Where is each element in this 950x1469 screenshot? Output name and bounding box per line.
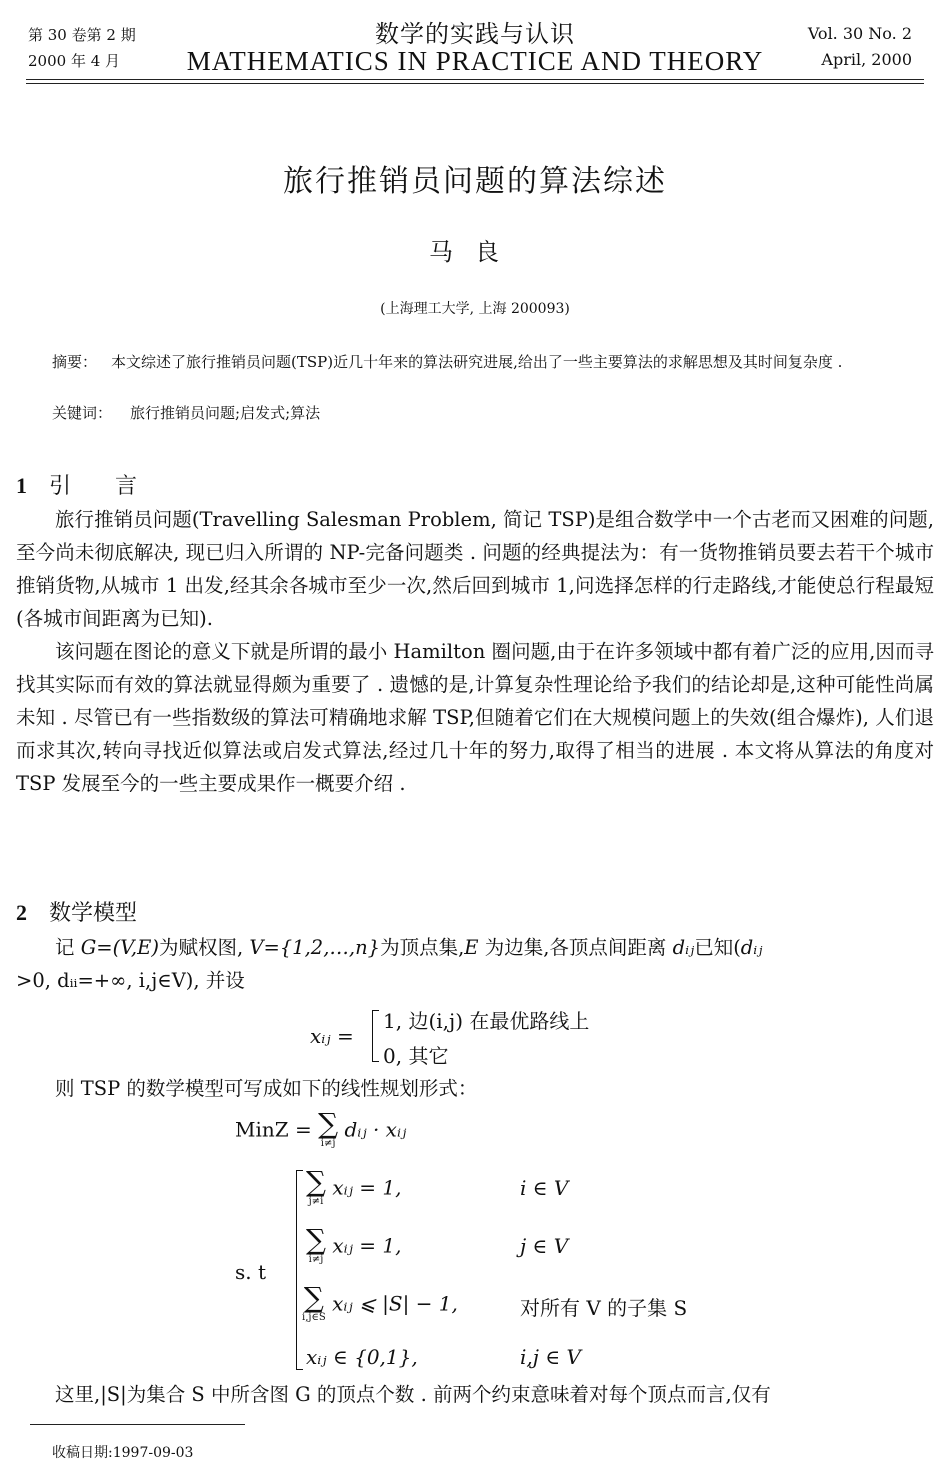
lp-intro: 则 TSP 的数学模型可写成如下的线性规划形式： [55, 1077, 478, 1100]
graph-def: G=(V,E) [80, 936, 159, 959]
section-2-number: 2 [16, 900, 27, 925]
article-title: 旅行推销员问题的算法综述 [283, 164, 667, 199]
header-rule-top [26, 79, 924, 80]
intro-text-f: 已知( [694, 936, 741, 959]
constraint-1-cond [520, 1176, 568, 1200]
section-2-intro-line-2: >0, dᵢᵢ=+∞, i,j∈V), 并设 [16, 969, 245, 992]
constraint-2-expr: xᵢⱼ = 1, [332, 1233, 402, 1258]
sum-subscript-3: i,j∈S [302, 1312, 326, 1323]
objective [235, 1107, 407, 1149]
sum-symbol-1: ∑ j≠i [306, 1165, 326, 1207]
abstract-label: 摘要： [52, 353, 98, 371]
st-label: s. t [235, 1260, 267, 1284]
constraint-3-expr: xᵢⱼ ⩽ |S| − 1, [332, 1291, 458, 1316]
date-cn: 2000 年 4 月 [28, 52, 121, 70]
keywords-label: 关键词： [52, 404, 113, 422]
sum-subscript-objective: i≠j [320, 1138, 336, 1149]
section-1-paragraph-1: 旅行推销员问题(Travelling Salesman Problem, 简记 TSP)是组合数学中一个古老而又困难的问题,至今尚未彻底解决, 现已归入所谓的 NP-完备问题类 . 问题的经典提法为：有一货物推销员要去若干个城市推销货物,从城市 1 出发,经其余各城市至少一次,然后回到城市 1,问选择怎样的行走路线,才能使总行程最短(各城市间距离为已知). [16, 508, 934, 630]
constraint-4-cond-text: i,j ∈ V [520, 1345, 581, 1369]
volume-issue-cn: 第 30 卷第 2 期 [28, 26, 136, 44]
journal-title-cn: 数学的实践与认识 [375, 20, 575, 48]
constraint-4 [306, 1345, 418, 1369]
section-2-after: 这里,|S|为集合 S 中所含图 G 的顶点个数 . 前两个约束意味着对每个顶点而言,仅有 [55, 1383, 771, 1406]
date-en: April, 2000 [821, 50, 912, 69]
constraint-2 [306, 1223, 402, 1265]
case-bracket [372, 1010, 379, 1062]
article-author: 马良 [429, 238, 521, 266]
constraint-3-cond: 对所有 V 的子集 S [520, 1296, 688, 1320]
keywords-text: 旅行推销员问题;启发式;算法 [130, 404, 321, 422]
article-affiliation: (上海理工大学, 上海 200093) [380, 301, 570, 317]
constraint-bracket [296, 1170, 303, 1370]
abstract [52, 350, 902, 374]
vertex-set: V={1,2,…,n} [249, 936, 381, 959]
section-2-title: 数学模型 [49, 901, 138, 926]
case-1: 1, 边(i,j) 在最优路线上 [383, 1009, 590, 1033]
xij-lhs [310, 1024, 354, 1048]
sum-symbol-2: ∑ i≠j [306, 1223, 326, 1265]
section-1-paragraph-2: 该问题在图论的意义下就是所谓的最小 Hamilton 圈问题,由于在许多领域中都有着广泛的应用,因而寻找其实际而有效的算法就显得颇为重要了 . 遗憾的是,计算复杂性理论给予我们的结论却是,这种可能性尚属未知 . 尽管已有一些指数级的算法可精确地求解 TSP,但随着它们在大规模问题上的失效(组合爆炸), 人们退而求其次,转向寻找近似算法或启发式算法,经过几十年的努力,取得了相当的进展 . 本文将从算法的角度对 TSP 发展至今的一些主要成果作一概要介绍 . [16, 640, 934, 795]
constraint-2-cond-text: j ∈ V [520, 1234, 569, 1258]
objective-prefix: MinZ = [235, 1117, 312, 1142]
case-2: 0, 其它 [383, 1044, 449, 1068]
section-2-intro [16, 931, 934, 964]
footnote-rule [30, 1424, 245, 1425]
xij-symbol: xᵢⱼ = [310, 1024, 354, 1048]
objective-body: dᵢⱼ · xᵢⱼ [344, 1117, 407, 1142]
constraint-2-cond [520, 1234, 568, 1258]
section-1-number: 1 [16, 473, 27, 498]
volume-issue-en: Vol. 30 No. 2 [807, 24, 912, 43]
distance-symbol-2: dᵢⱼ [740, 936, 763, 959]
constraint-1 [306, 1165, 402, 1207]
constraint-1-expr: xᵢⱼ = 1, [332, 1175, 402, 1200]
constraint-4-expr: xᵢⱼ ∈ {0,1}, [306, 1345, 418, 1369]
constraint-4-cond [520, 1345, 581, 1369]
footnote-received-date: 收稿日期:1997-09-03 [52, 1445, 194, 1461]
section-1-heading [16, 469, 137, 500]
keywords [52, 402, 320, 423]
section-1-title: 引 言 [49, 474, 138, 499]
intro-text-d: 为边集,各顶点间距离 [478, 936, 673, 959]
constraint-1-cond-text: i ∈ V [520, 1176, 569, 1200]
distance-symbol: dᵢⱼ [672, 936, 695, 959]
sum-symbol-3: ∑ i,j∈S [302, 1281, 326, 1323]
edge-set: E [464, 936, 479, 959]
sum-subscript-2: i≠j [308, 1254, 324, 1265]
sum-symbol-objective: ∑ i≠j [318, 1107, 339, 1149]
constraint-3 [302, 1281, 458, 1323]
intro-text-c: 为顶点集, [380, 936, 465, 959]
intro-text-b: 为赋权图, [158, 936, 250, 959]
header-rule-bottom [26, 83, 924, 84]
abstract-text: 本文综述了旅行推销员问题(TSP)近几十年来的算法研究进展,给出了一些主要算法的求解思想及其时间复杂度 . [111, 353, 843, 371]
section-2-heading [16, 896, 137, 927]
journal-title-en: MATHEMATICS IN PRACTICE AND THEORY [186, 46, 764, 76]
sum-subscript-1: j≠i [308, 1196, 324, 1207]
intro-text-a: 记 [55, 936, 81, 959]
